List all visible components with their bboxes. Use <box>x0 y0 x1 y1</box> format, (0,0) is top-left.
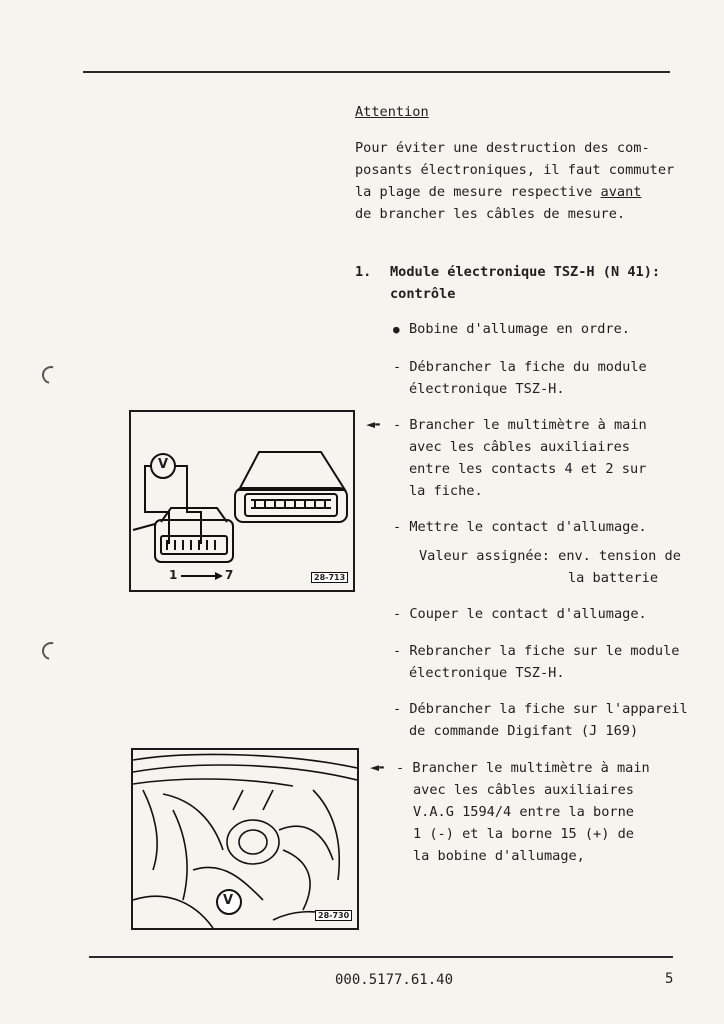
punch-hole-bottom <box>39 639 64 664</box>
attention-line-1: Pour éviter une destruction des com- <box>355 140 650 156</box>
page-number: 5 <box>665 971 674 987</box>
step-3-line-4: la fiche. <box>409 483 483 499</box>
pointer-arrow-icon-2: ◄- <box>370 758 385 776</box>
attention-line-4: de brancher les câbles de mesure. <box>355 206 626 222</box>
pointer-arrow-icon-1: ◄- <box>366 415 381 433</box>
step-3-line-2: avec les câbles auxiliaires <box>409 439 630 455</box>
attention-line-3-text: la plage de mesure respective <box>355 184 601 200</box>
step-6-line-1: - Rebrancher la fiche sur le module <box>393 643 680 659</box>
plug-icon <box>133 508 233 562</box>
module-connector-icon <box>235 452 347 522</box>
step-7-line-1: - Débrancher la fiche sur l'appareil <box>393 701 688 717</box>
step-1: Bobine d'allumage en ordre. <box>409 321 630 337</box>
section-number: 1. <box>355 264 372 280</box>
step-8-line-5: la bobine d'allumage, <box>413 848 585 864</box>
step-4-value-line-1: Valeur assignée: env. tension de <box>419 548 681 564</box>
voltmeter-label: V <box>158 457 169 472</box>
figure-2-reference: 28-730 <box>315 910 352 921</box>
figure-engine-bay <box>131 748 359 930</box>
step-2-line-2: électronique TSZ-H. <box>409 381 565 397</box>
figure-1-reference: 28-713 <box>311 572 348 583</box>
punch-hole-top <box>39 363 64 388</box>
step-4: - Mettre le contact d'allumage. <box>393 519 647 535</box>
step-7-line-2: de commande Digifant (J 169) <box>409 723 639 739</box>
connector-diagram <box>131 412 353 590</box>
step-8-line-3: V.A.G 1594/4 entre la borne <box>413 804 634 820</box>
step-3-line-3: entre les contacts 4 et 2 sur <box>409 461 647 477</box>
pin-label-left: 1 <box>169 568 178 582</box>
attention-line-3 <box>355 181 641 203</box>
step-6-line-2: électronique TSZ-H. <box>409 665 565 681</box>
step-3-line-1: - Brancher le multimètre à main <box>393 417 647 433</box>
step-2-line-1: - Débrancher la fiche du module <box>393 359 647 375</box>
bullet-icon: ● <box>393 323 400 336</box>
section-title-line-2: contrôle <box>390 286 456 302</box>
bottom-rule <box>89 956 673 958</box>
step-8-line-2: avec les câbles auxiliaires <box>413 782 634 798</box>
pin-label-right: 7 <box>225 568 234 582</box>
attention-heading: Attention <box>355 104 429 120</box>
voltmeter-label-2: V <box>223 893 234 908</box>
step-8-line-4: 1 (-) et la borne 15 (+) de <box>413 826 634 842</box>
engine-bay-drawing <box>133 750 357 928</box>
attention-line-2: posants électroniques, il faut commuter <box>355 162 675 178</box>
figure-connector-voltmeter <box>129 410 355 592</box>
doc-number: 000.5177.61.40 <box>335 972 454 988</box>
attention-avant: avant <box>600 184 642 200</box>
step-5: - Couper le contact d'allumage. <box>393 606 647 622</box>
top-rule <box>83 71 670 73</box>
step-8-line-1: - Brancher le multimètre à main <box>396 760 650 776</box>
step-4-value-line-2: la batterie <box>568 570 659 586</box>
section-title-line-1: Module électronique TSZ-H (N 41): <box>390 264 661 280</box>
